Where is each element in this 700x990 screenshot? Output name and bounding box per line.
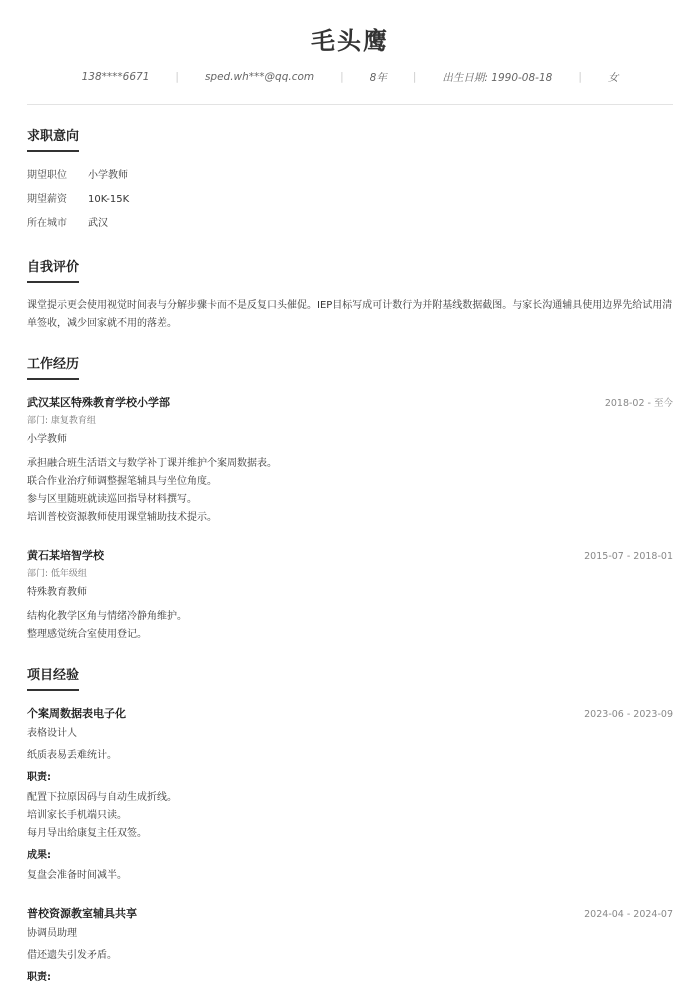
- section-self-evaluation: [27, 256, 673, 333]
- intent-row-salary: [27, 188, 673, 212]
- intent-value: 武汉: [88, 218, 108, 229]
- contact-experience-years: 8年: [369, 71, 387, 84]
- work-org: 武汉某区特殊教育学校小学部: [27, 396, 170, 409]
- work-bullet: 联合作业治疗师调整握笔辅具与坐位角度。: [27, 476, 217, 487]
- contact-gender: 女: [607, 71, 619, 84]
- intent-value: 10K-15K: [88, 194, 130, 205]
- section-title-work-experience: 工作经历: [27, 356, 79, 380]
- contact-bar: [27, 62, 673, 92]
- project-role: 协调员助理: [27, 928, 77, 939]
- intent-value: 小学教师: [88, 170, 128, 181]
- work-bullets: [27, 608, 673, 644]
- project-date: 2024-04 - 2024-07: [584, 909, 673, 920]
- work-bullet: 结构化教学区角与情绪冷静角维护。: [27, 611, 187, 622]
- section-projects: [27, 664, 673, 987]
- contact-divider: |: [412, 71, 417, 83]
- contact-divider: |: [175, 71, 179, 83]
- work-department: 部门: 康复教育组: [27, 416, 96, 426]
- work-org: 黄石某培智学校: [27, 549, 104, 562]
- project-name: 个案周数据表电子化: [27, 707, 126, 720]
- contact-phone: 138****6671: [81, 71, 150, 83]
- candidate-name: 毛头鹰: [311, 27, 389, 55]
- project-duty-label: 职责:: [27, 972, 51, 983]
- section-title-job-intent: 求职意向: [27, 128, 79, 152]
- project-duties: [27, 789, 673, 843]
- contact-divider: |: [578, 71, 582, 83]
- project-results: [27, 867, 673, 885]
- intent-key: 期望职位: [27, 170, 67, 181]
- project-duty: 配置下拉原因码与自动生成折线。: [27, 792, 177, 803]
- project-description: 纸质表易丢难统计。: [27, 750, 117, 761]
- contact-email: sped.wh***@qq.com: [204, 71, 315, 83]
- project-role: 表格设计人: [27, 728, 77, 739]
- work-role: 特殊教育教师: [27, 587, 87, 598]
- work-bullet: 参与区里随班就读巡回指导材料撰写。: [27, 494, 197, 505]
- project-date: 2023-06 - 2023-09: [584, 709, 673, 720]
- section-job-intent: [27, 125, 673, 236]
- intent-row-position: [27, 164, 673, 188]
- project-duty-label: 职责:: [27, 772, 51, 783]
- intent-key: 期望薪资: [27, 194, 67, 205]
- work-date: 2015-07 - 2018-01: [584, 551, 673, 562]
- contact-birthdate: 出生日期: 1990-08-18: [442, 71, 553, 84]
- section-title-projects: 项目经验: [27, 667, 79, 691]
- project-entry: [27, 705, 673, 885]
- project-name: 普校资源教室辅具共享: [27, 907, 137, 920]
- work-bullet: 培训普校资源教师使用课堂辅助技术提示。: [27, 512, 217, 523]
- section-work-experience: [27, 353, 673, 644]
- intent-key: 所在城市: [27, 218, 67, 229]
- work-department: 部门: 低年级组: [27, 569, 87, 579]
- intent-list: [27, 164, 673, 236]
- intent-row-city: [27, 212, 673, 236]
- header-divider: [27, 104, 673, 105]
- project-entry: [27, 905, 673, 987]
- self-evaluation-text: 课堂提示更会使用视觉时间表与分解步骤卡而不是反复口头催促。IEP目标写成可计数行为并附基线数据截图。与家长沟通辅具使用边界先给试用清单签收，减少回家就不用的落差。: [27, 300, 673, 329]
- work-bullets: [27, 455, 673, 527]
- project-description: 借还遗失引发矛盾。: [27, 950, 117, 961]
- project-duty: 每月导出给康复主任双签。: [27, 828, 147, 839]
- project-duty: 培训家长手机端只读。: [27, 810, 127, 821]
- work-date: 2018-02 - 至今: [604, 398, 673, 409]
- work-bullet: 整理感觉统合室使用登记。: [27, 629, 147, 640]
- work-entry: [27, 394, 673, 527]
- section-title-self-evaluation: 自我评价: [27, 259, 79, 283]
- work-role: 小学教师: [27, 434, 67, 445]
- work-bullet: 承担融合班生活语文与数学补丁课并维护个案周数据表。: [27, 458, 277, 469]
- contact-divider: |: [340, 71, 344, 83]
- project-result: 复盘会准备时间减半。: [27, 870, 127, 881]
- project-result-label: 成果:: [27, 850, 51, 861]
- work-entry: [27, 547, 673, 644]
